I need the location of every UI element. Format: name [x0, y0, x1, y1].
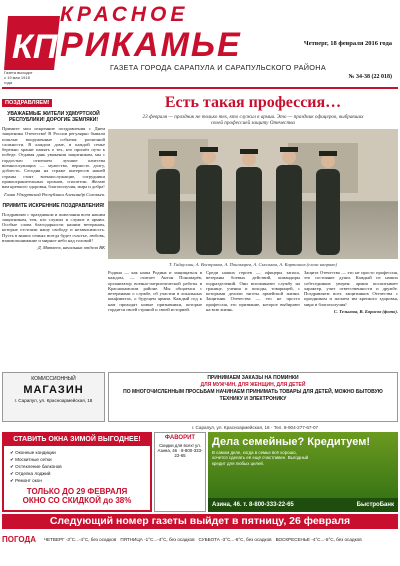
greeting-sign-2: Д. Матвеев, начальник отдела ВК — [37, 245, 105, 251]
ad-windows-list — [4, 446, 150, 487]
masthead — [0, 0, 400, 88]
next-issue-banner: Следующий номер газеты выйдет в пятницу, 26 февраля — [2, 514, 398, 529]
title-prikamye: РИКАМЬЕ — [60, 26, 242, 64]
list-item: ✔ Отделка лоджий — [10, 471, 51, 476]
ad-commission-line2: МАГАЗИН — [23, 384, 84, 396]
divider — [2, 87, 398, 89]
greeting-heading-2: ПРИМИТЕ ИСКРЕННИЕ ПОЗДРАВЛЕНИЯ! — [2, 202, 105, 209]
ad-windows[interactable] — [2, 432, 152, 512]
ad-windows-sale-1: ТОЛЬКО ДО 29 ФЕВРАЛЯ — [26, 487, 128, 496]
greeting-body-1: Примите мои искренние поздравления с Днем защитника Отечества! В России регулярно бывали пошлые вооруженные события различной сложности. В каждом доме, в каждой семье бережно хранят память о тех, кто прошёл пути к победе. Отдавая дань уважения защитникам, мы с гордостью отмечаем лучшие качества военнослужащих — мужество, верность долгу, доблесть. Сегодня на страже интересов нашей страны стоят военнослужащие, сотрудники правоохранительных органов, спасатели. Желаю вам крепкого здоровья, благополучия, мира и добра! — [2, 126, 105, 190]
ad-bank-address: Азина, 46. т. 8-800-333-22-65 — [212, 502, 294, 508]
ad-goods-line2: ДЛЯ МУЖЧИН, ДЛЯ ЖЕНЩИН, ДЛЯ ДЕТЕЙ — [200, 382, 306, 388]
kp-logo-icon — [4, 14, 62, 72]
ad-favorit-brand: ФАВОРИТ — [164, 435, 196, 441]
weather-strip — [2, 532, 398, 546]
photo-caption: Т. Гайнуллин, А. Востриков, А. Пономарев, А. Смольков, А. Карташов (слева направо) — [169, 262, 337, 267]
ad-bank-name: БыстроБанк — [356, 502, 394, 508]
title-krasnoe: КРАСНОЕ — [60, 3, 189, 26]
officers-photo — [108, 129, 398, 259]
issue-number: № 34-38 (22 018) — [348, 74, 392, 80]
ad-commission-line3: г. Сарапул, ул. Красноармейская, 18 — [14, 398, 93, 403]
greeting-heading-1: УВАЖАЕМЫЕ ЖИТЕЛИ УДМУРТСКОЙ РЕСПУБЛИКИ! ДОРОГИЕ ЗЕМЛЯКИ! — [7, 111, 100, 123]
list-item: ✔ Ремонт окон — [10, 478, 42, 483]
article-col-3-wrap — [304, 270, 398, 314]
weather-day: ВОСКРЕСЕНЬЕ -4°С...-5°С, без осадков — [275, 536, 362, 542]
weather-day: ПЯТНИЦА -1°С...-4°С, без осадков — [120, 536, 195, 542]
ad-windows-head: СТАВИТЬ ОКНА ЗИМОЙ ВЫГОДНЕЕ! — [4, 434, 150, 446]
ad-bank-headline: Дела семейные? Кредитуем! — [212, 436, 370, 448]
article-col-3: Защита Отечества — это не просто профессия, это состояние души. Каждый из наших собеседников уверен: армия воспитывает характер, учит ответственности и дружбе. Поздравляем всех защитников Отечества с праздником и желаем им крепкого здоровья, мира и благополучия! — [304, 270, 398, 307]
main-article — [108, 91, 398, 369]
svg-text:КП: КП — [12, 28, 58, 66]
list-item: ✔ Оконные кондиции — [10, 450, 56, 455]
ad-bank[interactable] — [208, 432, 398, 512]
article-subtitle: 23 февраля — праздник не только тех, кто служил в армии. Это — праздник офицеров, выбравших своей профессией защиту Отечества — [142, 114, 364, 126]
ad-favorit[interactable] — [154, 432, 206, 512]
ad-goods-line3: ПО МНОГОЧИСЛЕННЫМ ПРОСЬБАМ НАЧИНАЕМ ПРИНИМАТЬ ТОВАРЫ ДЛЯ ДЕТЕЙ, МОЖНО БЫТОВУЮ ТЕХНИКУ И ЭЛЕКТРОНИКУ — [123, 389, 383, 402]
founding-meta: Газета выходит с 19 мая 1918 года — [4, 70, 33, 85]
weather-label: ПОГОДА — [2, 534, 36, 544]
weather-day: ЧЕТВЕРГ -3°С...-4°С, без осадков — [44, 536, 117, 542]
ad-windows-sale-2: ОКНО СО СКИДКОЙ до 38% — [22, 496, 132, 505]
article-col-2: Среди наших героев — офицеры запаса, ветераны боевых действий, командиры подразделений. Они вспоминают службу на границе, учения и походы, товарищей, с которыми делили тяготы армейской жизни. Защитник Отечества — это не просто профессия, это призвание, которое выбирают на всю жизнь. — [206, 270, 300, 313]
weather-day: СУББОТА -3°С...-6°С, без осадков — [198, 536, 272, 542]
greeting-sign-1: Глава Удмуртской Республики Александр Соловьев. — [4, 191, 105, 197]
officers-photo-icon — [108, 129, 398, 259]
greeting-body-2: Поздравляю с праздником и пожелания всем нашим защитникам, тем, кто служил и служит в армии. Особые слова благодарности нашим ветеранам, которые отстояли нашу свободу и независимость. Пусть в ваших семьях всегда будет счастье, любовь, взаимопонимание и мирное небо над головой! — [2, 211, 105, 244]
list-item: ✔ Остекление балконов — [10, 464, 62, 469]
ad-favorit-text: Скидки для всех! ул. Азина, 46 · 8-800-333-22-65 — [157, 443, 203, 458]
tagline: ГАЗЕТА ГОРОДА САРАПУЛА И САРАПУЛЬСКОГО РАЙОНА — [110, 63, 326, 72]
ad-goods-line1: ПРИНИМАЕМ ЗАКАЗЫ НА ПОМИНКИ — [207, 375, 299, 381]
congrats-badge: ПОЗДРАВЛЯЕМ! — [2, 99, 52, 107]
list-item: ✔ Москитные сетки — [10, 457, 52, 462]
article-col-1: Родина — как наша Родина и защищаться в каждом, — считает Антон Пономарёв, организатор военно-патриотической работы в Краснокамском районе. Мы общаемся с ветеранами о службе, об участии в локальных конфликтах, о будущем армии. Каждый год к нам приходят новые призывники, которые гордятся своей страной и своей историей. — [108, 270, 202, 313]
article-title: Есть такая профессия… — [164, 94, 342, 111]
greetings-column — [2, 91, 105, 369]
ad-address: г. Сарапул, ул. Красноармейская, 18 · Тел. 8-904-277-67-07 — [191, 425, 319, 430]
article-sign: С. Тельнова, В. Борисов (фото). — [333, 309, 398, 315]
ad-bank-bar — [208, 498, 398, 512]
ad-bank-text: В самом деле, когда в семье всё хорошо, хочется сделать её ещё счастливее. Выгодный кредит для любых целей. — [212, 450, 309, 466]
ad-goods[interactable] — [108, 372, 398, 422]
ad-commission-line1: КОМИССИОННЫЙ — [31, 376, 76, 382]
article-columns — [108, 270, 398, 314]
ad-commission-shop[interactable] — [2, 372, 105, 422]
issue-date: Четверг, 18 февраля 2016 года — [303, 40, 392, 47]
